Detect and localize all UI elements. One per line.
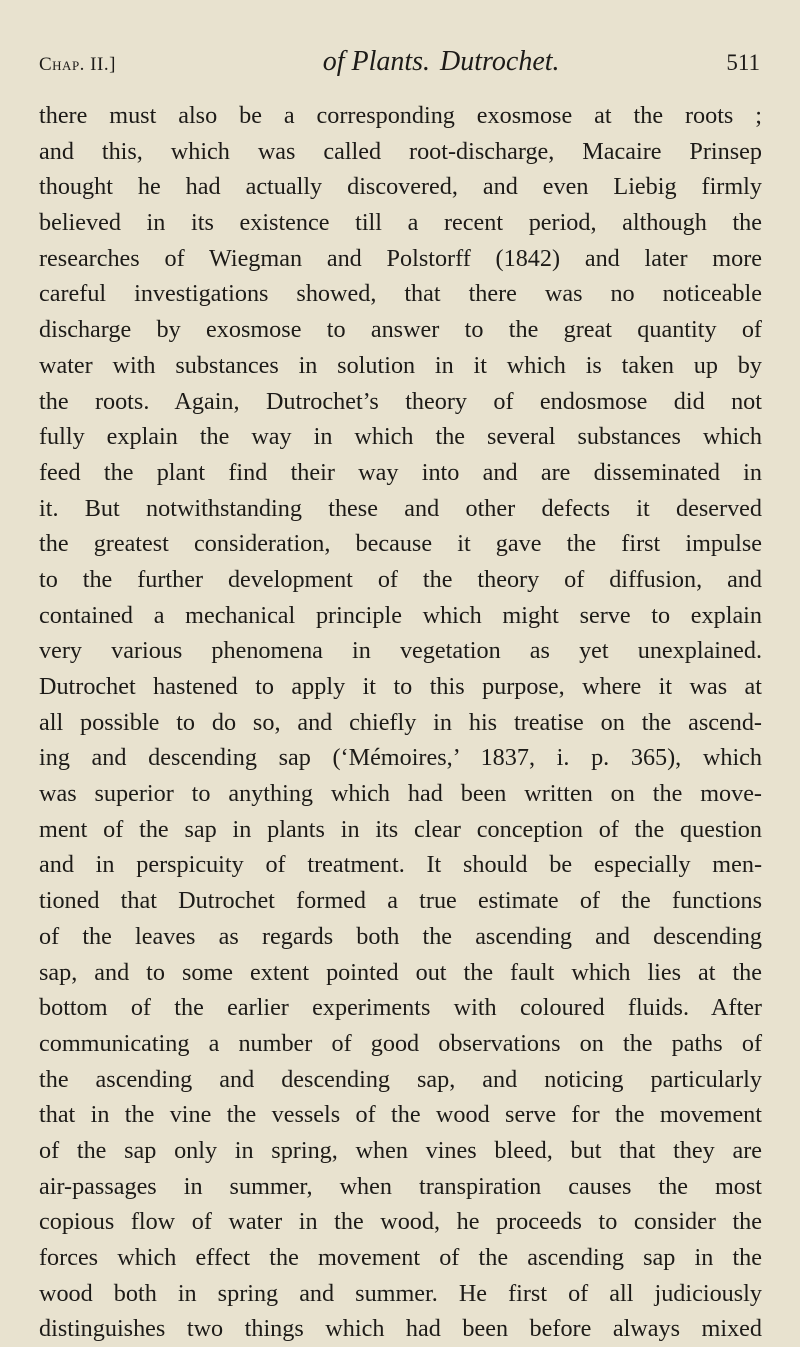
- text-line: ment of the sap in plants in its clear conception of the question: [39, 815, 762, 843]
- text-line: researches of Wiegman and Polstorff (1842) and later more: [39, 244, 762, 272]
- text-line: and in perspicuity of treatment. It should be especially men-: [39, 851, 762, 879]
- text-line: discharge by exosmose to answer to the great quantity of: [39, 316, 762, 344]
- text-line: thought he had actually discovered, and even Liebig firmly: [39, 173, 762, 201]
- text-line: the greatest consideration, because it gave the first impulse: [39, 530, 762, 558]
- text-line: the ascending and descending sap, and noticing particularly: [39, 1065, 762, 1093]
- text-line: water with substances in solution in it which is taken up by: [39, 351, 762, 379]
- text-line: ing and descending sap (‘Mémoires,’ 1837, i. p. 365), which: [39, 744, 762, 772]
- text-line: distinguishes two things which had been before always mixed: [39, 1315, 762, 1343]
- text-line: it. But notwithstanding these and other defects it deserved: [39, 494, 762, 522]
- text-line: of the leaves as regards both the ascending and descending: [39, 922, 762, 950]
- text-line: copious flow of water in the wood, he proceeds to consider the: [39, 1208, 762, 1236]
- text-line: the roots. Again, Dutrochet’s theory of endosmose did not: [39, 387, 762, 415]
- text-line: tioned that Dutrochet formed a true estimate of the functions: [39, 887, 762, 915]
- text-line: that in the vine the vessels of the wood serve for the movement: [39, 1101, 762, 1129]
- text-line: forces which effect the movement of the ascending sap in the: [39, 1244, 762, 1271]
- running-head: [39, 46, 762, 86]
- text-line: believed in its existence till a recent period, although the: [39, 209, 762, 237]
- text-line: was superior to anything which had been written on the move-: [39, 780, 762, 808]
- text-line: very various phenomena in vegetation as yet unexplained.: [39, 637, 762, 665]
- text-line: and this, which was called root-discharge, Macaire Prinsep: [39, 137, 762, 165]
- text-line: to the further development of the theory of diffusion, and: [39, 565, 762, 593]
- text-line: air-passages in summer, when transpiration causes the most: [39, 1172, 762, 1200]
- chapter-marker: Chap. II.]: [39, 54, 116, 75]
- text-line: fully explain the way in which the several substances which: [39, 423, 762, 451]
- text-line: careful investigations showed, that there was no noticeable: [39, 280, 762, 308]
- page-number: 511: [726, 50, 760, 75]
- text-line: there must also be a corresponding exosmose at the roots ;: [39, 102, 762, 129]
- running-title: [323, 46, 560, 78]
- text-line: communicating a number of good observations on the paths of: [39, 1029, 762, 1057]
- text-line: Dutrochet hastened to apply it to this purpose, where it was at: [39, 673, 762, 700]
- running-title-part1: of Plants.: [322, 46, 431, 77]
- text-line: sap, and to some extent pointed out the fault which lies at the: [39, 958, 762, 986]
- text-line: contained a mechanical principle which might serve to explain: [39, 601, 762, 629]
- running-title-part2: Dutrochet.: [440, 46, 560, 77]
- text-line: bottom of the earlier experiments with coloured fluids. After: [39, 994, 762, 1022]
- text-line: wood both in spring and summer. He first of all judiciously: [39, 1279, 762, 1307]
- text-line: feed the plant find their way into and are disseminated in: [39, 458, 762, 486]
- text-line: of the sap only in spring, when vines bleed, but that they are: [39, 1136, 762, 1164]
- text-line: all possible to do so, and chiefly in his treatise on the ascend-: [39, 708, 762, 736]
- body-text: [39, 98, 762, 1347]
